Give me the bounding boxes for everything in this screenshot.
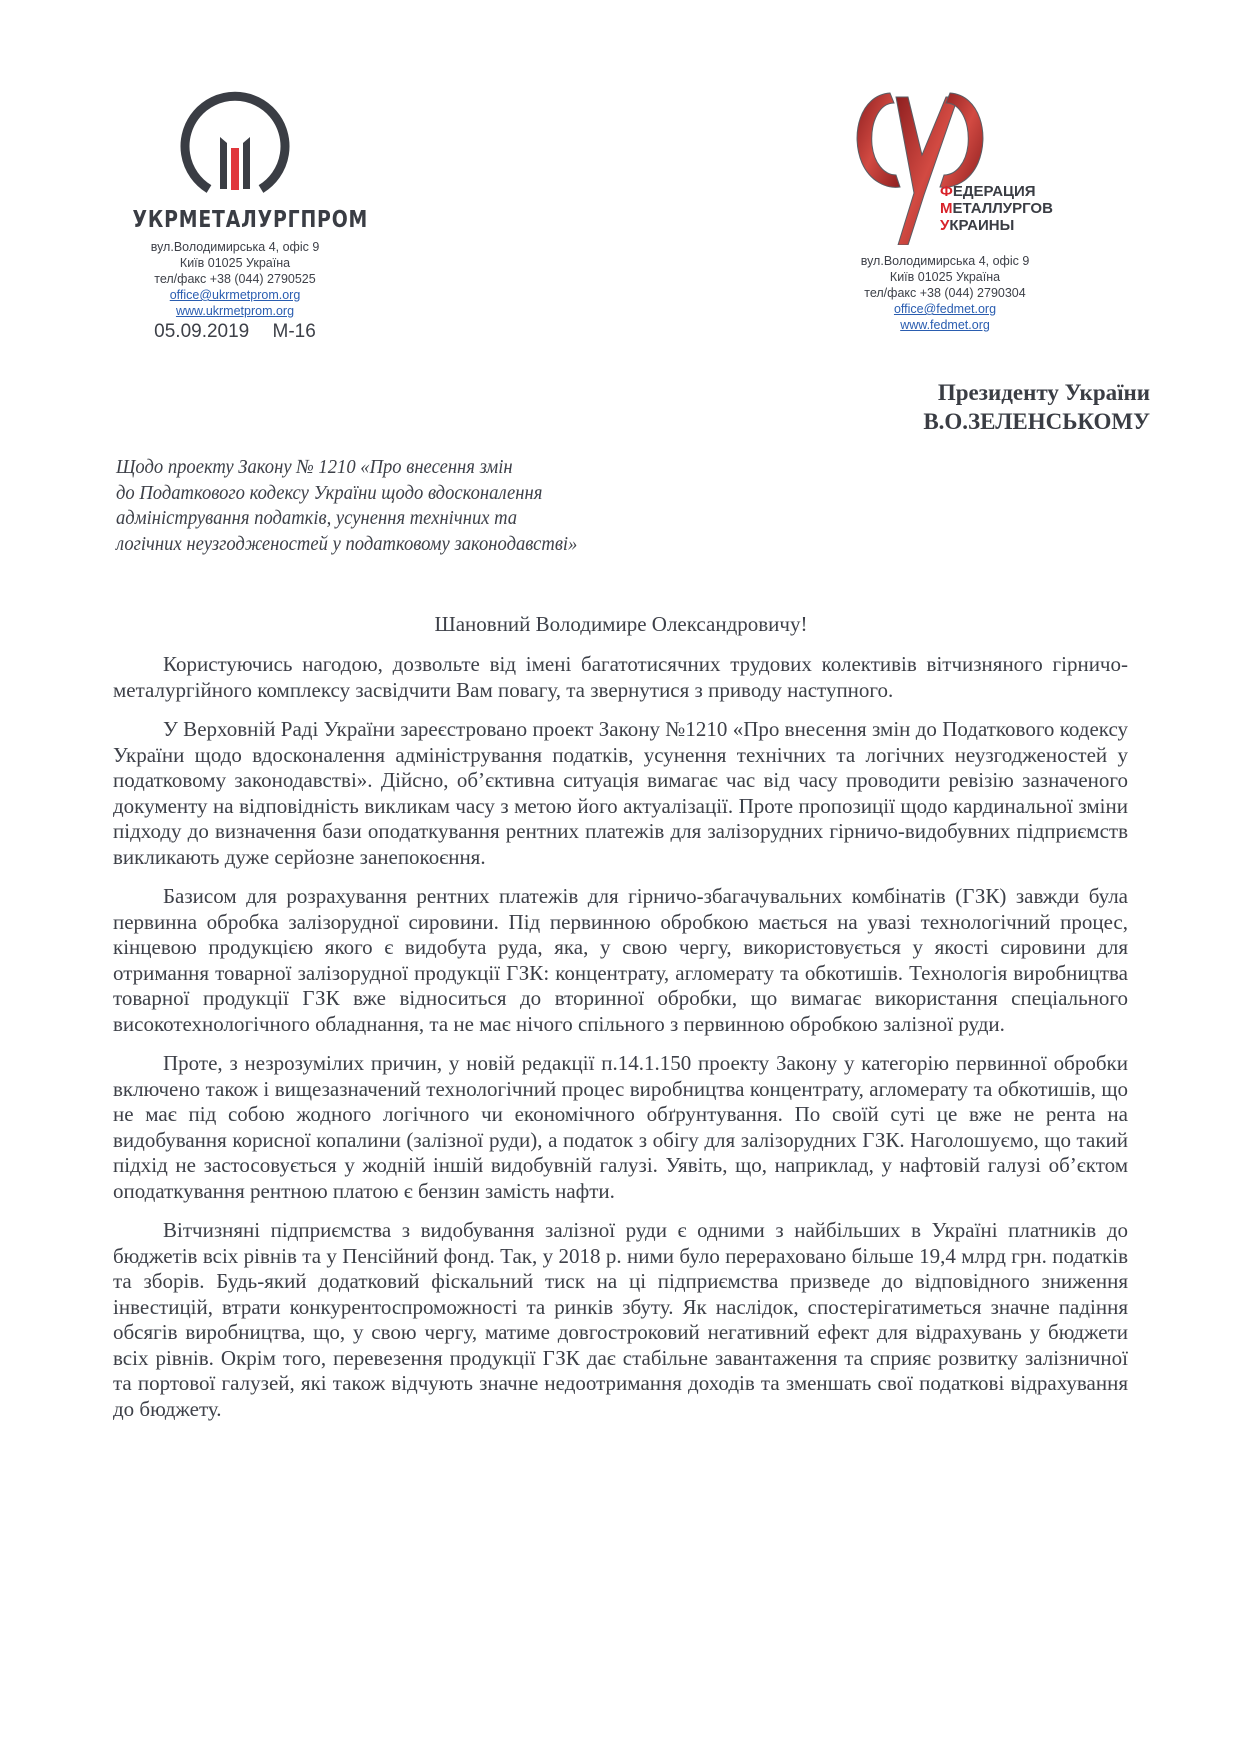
subject-line: до Податкового кодексу України щодо вдосконалення	[116, 481, 543, 504]
org-name-part: КРАИНЫ	[949, 217, 1015, 234]
letterhead-ukrmetalurgprom	[110, 85, 369, 343]
address-block	[110, 239, 360, 319]
addressee-block	[923, 378, 1150, 436]
body-paragraph: Базисом для розрахування рентних платежів для гірничо-збагачувальних комбінатів (ГЗК) завжди була первинна обробка залізорудної сировини. Під первинною обробкою мається на увазі технологічний процес, кінцевою продукцією якого є видобута руда, яка, у свою чергу, використовується у якості сировини для отримання товарної залізорудної продукції ГЗК: концентрату, агломерату та обкотишів. Технологія виробництва товарної продукції ГЗК вже відноситься до вторинної обробки, що вимагає використання спеціального високотехнологічного обладнання, та не має нічого спільного з первинною обробкою залізної руди.	[113, 884, 1128, 1036]
addressee-title: Президенту України	[937, 380, 1150, 405]
email-link[interactable]: office@fedmet.org	[893, 302, 997, 316]
fedmet-org-name	[940, 183, 1053, 234]
letter-date: 05.09.2019	[154, 321, 250, 342]
address-street: вул.Володимирська 4, офіс 9	[860, 254, 1030, 268]
address-block	[840, 253, 1050, 333]
subject-line: адміністрування податків, усунення технічних та	[116, 507, 518, 529]
subject-block	[116, 455, 693, 557]
phone-fax: тел/факс +38 (044) 2790304	[864, 286, 1026, 300]
addressee-name: В.О.ЗЕЛЕНСЬКОМУ	[923, 409, 1150, 434]
phone-fax: тел/факс +38 (044) 2790525	[154, 272, 316, 286]
letterhead-fedmet	[850, 85, 1053, 332]
salutation: Шановний Володимире Олександровичу!	[434, 612, 808, 636]
org-name-cap: Ф	[940, 183, 953, 200]
org-name-cap: У	[940, 217, 950, 234]
subject-line: логічних неузгодженостей у податковому законодавстві»	[116, 532, 578, 555]
org-name-cap: М	[940, 200, 953, 217]
org-name-part: ЕТАЛЛУРГОВ	[952, 200, 1053, 217]
registration-line	[110, 321, 360, 343]
address-city: Київ 01025 Україна	[889, 270, 1001, 284]
website-link[interactable]: www.ukrmetprom.org	[175, 304, 295, 318]
body-paragraph: У Верховній Раді України зареєстровано проект Закону №1210 «Про внесення змін до Податкового кодексу України щодо вдосконалення адміністрування податків, усунення технічних та логічних неузгодженостей у податковому законодавстві». Дійсно, об’єктивна ситуація вимагає час від часу проводити ревізію зазначеного документу на відповідність викликам часу з метою його актуалізації. Проте пропозиції щодо кардинальної зміни підходу до визначення бази оподаткування рентних платежів для залізорудних гірничо-видобувних підприємств викликають дуже серйозне занепокоєння.	[113, 717, 1128, 869]
body-paragraph: Проте, з незрозумілих причин, у новій редакції п.14.1.150 проекту Закону у категорію первинної обробки включено також і вищезазначений технологічний процес виробництва концентрату, агломерату та обкотишів, що не має під собою жодного логічного чи економічного обґрунтування. По своїй суті це вже не рента на видобування корисної копалини (залізної руди), а податок з обігу для залізорудних ГЗК. Наголошуємо, що такий підхід не застосовується у жодній іншій видобувній галузі. Уявіть, що, наприклад, у нафтовій галузі об’єктом оподаткування рентною платою є бензин замість нафти.	[113, 1051, 1128, 1203]
subject-line: Щодо проекту Закону № 1210 «Про внесення змін	[116, 456, 513, 478]
email-link[interactable]: office@ukrmetprom.org	[169, 288, 301, 302]
org-name: УКРМЕТАЛУРГПРОМ	[132, 207, 369, 233]
body-paragraph: Вітчизняні підприємства з видобування залізної руди є одними з найбільших в Україні платників до бюджетів всіх рівнів та у Пенсійний фонд. Так, у 2018 р. ними було перераховано більше 19,4 млрд грн. податків та зборів. Будь-який додатковий фіскальний тиск на ці підприємства призведе до відповідного зниження інвестицій, втрати конкурентоспроможності та ринків збуту. Як наслідок, спостерігатиметься значне падіння обсягів виробництва, що, у свою чергу, матиме довгостроковий негативний ефект для відрахувань у бюджети всіх рівнів. Окрім того, перевезення продукції ГЗК дає стабільне завантаження та сприяє розвитку залізничної та портової галузей, які також відчують значне недоотримання доходів та зменшать свої податкові відрахування до бюджету.	[113, 1218, 1128, 1421]
address-city: Київ 01025 Україна	[179, 256, 291, 270]
body-paragraph: Користуючись нагодою, дозвольте від імені багатотисячних трудових колективів вітчизняного гірничо-металургійного комплексу засвідчити Вам повагу, та звернутися з приводу наступного.	[113, 652, 1128, 702]
letter-body	[113, 652, 1128, 1436]
address-street: вул.Володимирська 4, офіс 9	[150, 240, 320, 254]
website-link[interactable]: www.fedmet.org	[900, 318, 990, 332]
ukrmetalurgprom-logo-icon	[175, 85, 295, 195]
org-name-part: ЕДЕРАЦИЯ	[952, 183, 1036, 200]
letter-number: М-16	[272, 321, 316, 342]
